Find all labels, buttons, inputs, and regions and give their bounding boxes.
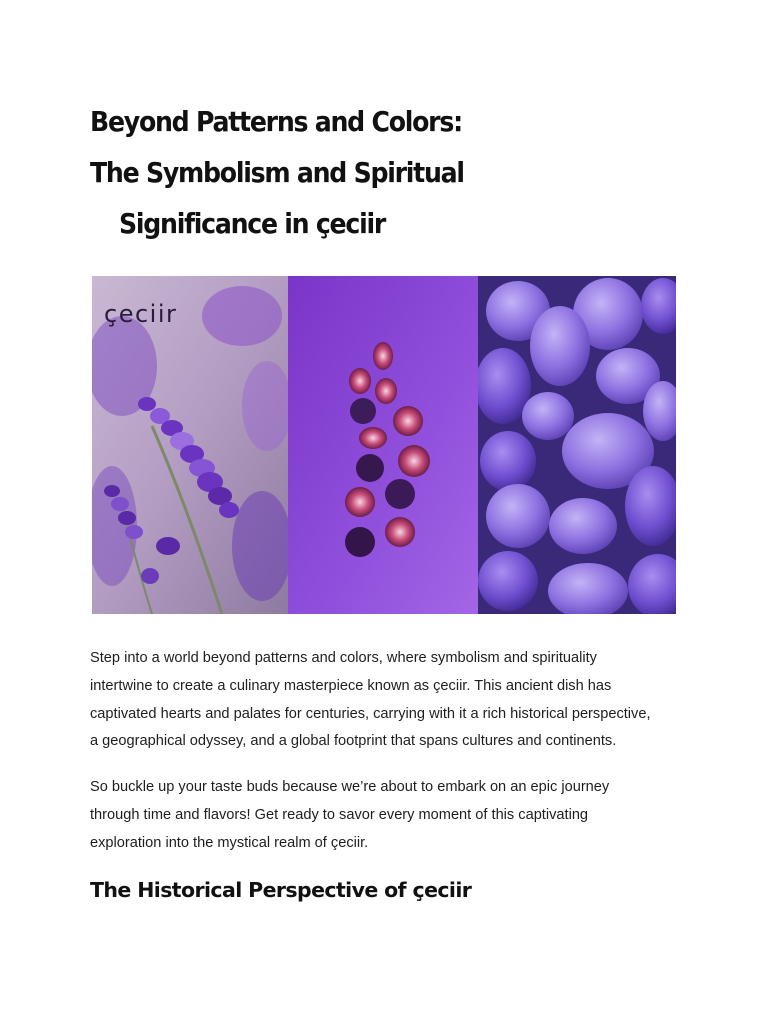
intro-line-1: Step into a world beyond patterns and colors, where symbolism and spirituality — [90, 650, 597, 666]
journey-line-2: through time and flavors! Get ready to savor every moment of this captivating — [90, 806, 589, 823]
article-title — [90, 96, 464, 249]
intro-line-2: intertwine to create a culinary masterpiece known as çeciir. This ancient dish has — [90, 677, 612, 694]
hero-image-collage — [92, 276, 676, 614]
lavender-photo — [92, 276, 288, 614]
intro-line-3: captivated hearts and palates for centuries, carrying with it a rich historical perspective, — [90, 705, 651, 722]
journey-line-1: So buckle up your taste buds because we’re about to embark on an epic journey — [90, 779, 610, 795]
brand-watermark: çeciir — [104, 300, 178, 328]
title-line-3: Significance in çeciir — [118, 207, 386, 240]
journey-line-3: exploration into the mystical realm of çeciir. — [90, 834, 369, 851]
journey-paragraph — [90, 774, 690, 857]
intro-paragraph — [90, 645, 690, 756]
title-line-2: The Symbolism and Spiritual — [90, 156, 464, 189]
section-heading: The Historical Perspective of çeciir — [90, 878, 472, 902]
intro-line-4: a geographical odyssey, and a global footprint that spans cultures and continents. — [90, 733, 617, 750]
stones-photo — [478, 276, 676, 614]
title-line-1: Beyond Patterns and Colors: — [90, 105, 462, 138]
figs-photo — [288, 276, 478, 614]
